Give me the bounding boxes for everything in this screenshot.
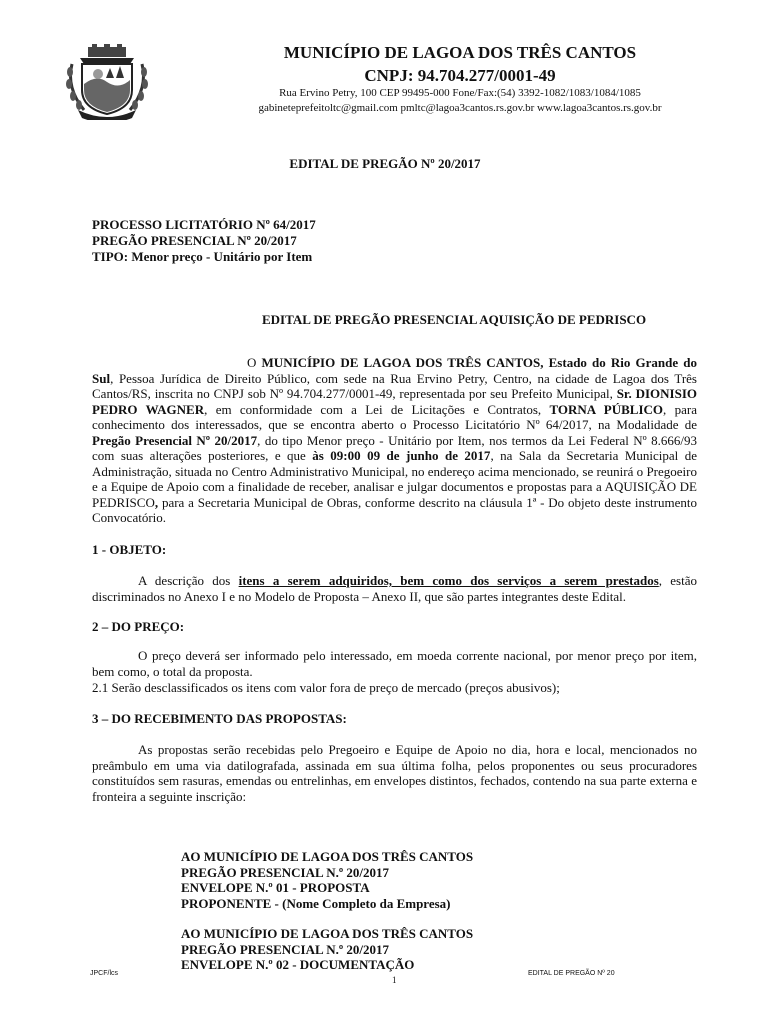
envelope-line: ENVELOPE N.º 01 - PROPOSTA — [181, 880, 370, 895]
intro-text: , para conhecimento dos interessados, que se encontra aberto o Processo Licitatório Nº 64/2017, na Modalidade de — [92, 401, 697, 432]
processo-line: PROCESSO LICITATÓRIO Nº 64/2017 — [92, 217, 316, 232]
edital-subtitle: EDITAL DE PREGÃO PRESENCIAL AQUISIÇÃO DE PEDRISCO — [262, 312, 647, 327]
address-line: Rua Ervino Petry, 100 CEP 99495-000 Fone/Fax:(54) 3392-1082/1083/1084/1085 — [279, 87, 641, 99]
edital-title: EDITAL DE PREGÃO Nº 20/2017 — [289, 156, 481, 171]
session-date: às 09:00 09 de junho de 2017 — [312, 448, 491, 463]
section-2-title: 2 – DO PREÇO: — [92, 619, 185, 634]
footer-initials: JPCF/lcs — [90, 970, 118, 977]
envelope-line: PREGÃO PRESENCIAL N.º 20/2017 — [181, 864, 389, 880]
section-1-text: A descrição dos — [138, 573, 239, 588]
intro-text: , do tipo Menor preço - Unitário por Item, nos termos da Lei Federal Nº 8.666/93 com suas alterações posteriores, e que — [92, 432, 697, 463]
cnpj-line: CNPJ: 94.704.277/0001-49 — [364, 66, 556, 85]
section-2-paragraph — [92, 648, 697, 679]
envelope-line: PROPONENTE - (Nome Completo da Empresa) — [181, 895, 451, 911]
section-1-underlined: itens a serem adquiridos, bem como dos serviços a serem prestados — [238, 573, 659, 588]
section-1-title: 1 - OBJETO: — [92, 542, 167, 557]
section-1-text: , estão discriminados no Anexo I e no Modelo de Proposta – Anexo II, que são partes integrantes deste Edital. — [92, 573, 697, 604]
intro-text: para a Secretaria Municipal de Obras, conforme descrito na cláusula 1ª - Do objeto deste instrumento Convocatório. — [92, 494, 697, 525]
mayor-name: Sr. DIONISIO PEDRO WAGNER — [92, 386, 697, 417]
intro-paragraph — [92, 355, 697, 526]
tipo-line: TIPO: Menor preço - Unitário por Item — [92, 249, 313, 264]
footer-doc-ref: EDITAL DE PREGÃO Nº 20 — [528, 970, 615, 977]
intro-bold: , — [154, 494, 159, 510]
municipality-name: MUNICÍPIO DE LAGOA DOS TRÊS CANTOS — [283, 43, 637, 62]
envelope-line: AO MUNICÍPIO DE LAGOA DOS TRÊS CANTOS — [181, 849, 474, 864]
intro-text: , na Sala da Secretaria Municipal de Administração, situada no Centro Administrativo Municipal, no endereço acima mencionado, se reunirá o Pregoeiro e a Equipe de Apoio com a finalidade de receber, analisar e julgar documentos e propostas para a AQUISIÇÃO DE PEDRISCO — [92, 448, 697, 510]
section-3-paragraph — [92, 742, 697, 804]
contact-line: gabineteprefeitoltc@gmail.com pmltc@lagoa3cantos.rs.gov.br www.lagoa3cantos.rs.gov.br — [258, 102, 662, 114]
envelope-line: AO MUNICÍPIO DE LAGOA DOS TRÊS CANTOS — [181, 926, 474, 941]
page-number: 1 — [392, 975, 397, 985]
intro-bold: Pregão Presencial Nº 20/2017 — [92, 432, 258, 448]
intro-bold: MUNICÍPIO DE LAGOA DOS TRÊS CANTOS, Estado do Rio Grande do Sul — [92, 355, 698, 386]
municipal-coat-of-arms-icon — [64, 44, 150, 120]
intro-bold: TORNA PÚBLICO — [549, 401, 664, 417]
pregao-line: PREGÃO PRESENCIAL Nº 20/2017 — [92, 233, 297, 248]
section-1-paragraph — [92, 573, 697, 604]
section-3-title: 3 – DO RECEBIMENTO DAS PROPOSTAS: — [92, 711, 347, 726]
section-2-1-paragraph: 2.1 Serão desclassificados os itens com valor fora de preço de mercado (preços abusivos); — [92, 680, 560, 695]
envelope-1-inscription — [181, 849, 473, 911]
section-3-text: As propostas serão recebidas pelo Pregoeiro e Equipe de Apoio no dia, hora e local, mencionados no preâmbulo em uma via datilografada, assinada em sua última folha, pelos proponentes ou seus procuradores constituídos sem rasuras, emendas ou entrelinhas, em envelopes distintos, fechados, contendo na sua parte externa e fronteira a seguinte inscrição: — [92, 742, 697, 804]
envelope-line: ENVELOPE N.º 02 - DOCUMENTAÇÃO — [181, 957, 415, 972]
envelope-line: PREGÃO PRESENCIAL N.º 20/2017 — [181, 941, 389, 957]
envelope-2-inscription — [181, 926, 473, 973]
section-2-text: O preço deverá ser informado pelo interessado, em moeda corrente nacional, por menor preço por item, bem como, o total da proposta. — [92, 648, 697, 679]
processo-block — [92, 217, 316, 265]
intro-text: O — [247, 355, 262, 370]
intro-text: , em conformidade com a Lei de Licitações e Contratos, — [204, 401, 550, 417]
intro-text: , Pessoa Jurídica de Direito Público, com sede na Rua Ervino Petry, Centro, na cidade de Lagoa dos Três Cantos/RS, inscrita no CNPJ sob Nº 94.704.277/0001-49, representada por seu Prefeito Municipal, — [92, 370, 697, 401]
